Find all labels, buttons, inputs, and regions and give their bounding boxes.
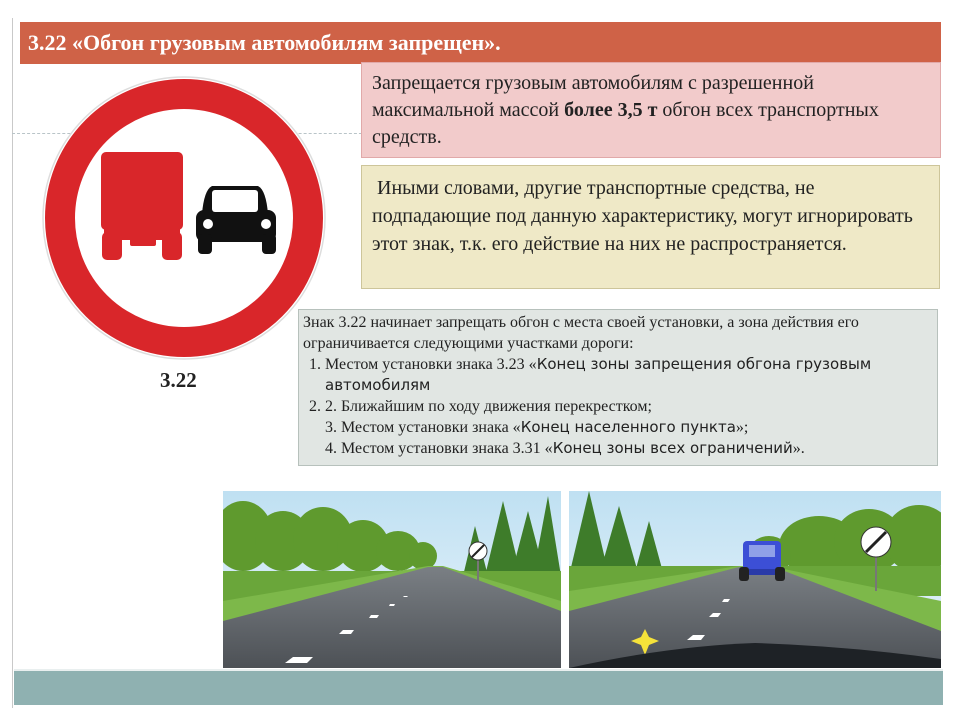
zone-item-4: 4. Местом установки знака 3.31 «Конец зоны всех ограничений».: [325, 439, 805, 457]
explanation-text: Иными словами, другие транспортные средства, не подпадающие под данную характеристику, могут игнорировать этот знак, т.к. его действие на них не распространяется.: [372, 177, 918, 255]
sign-name-3-31: Конец зоны всех ограничений: [552, 439, 793, 457]
road-photo-right: [569, 491, 941, 668]
zone-list: [303, 354, 933, 417]
footer-bar: [14, 671, 943, 705]
zone-intro: Знак 3.22 начинает запрещать обгон с места своей установки, а зона действия его ограничивается следующими участками дороги:: [303, 314, 859, 352]
zone-item-1: 1. Местом установки знака 3.23 «Конец зоны запрещения обгона грузовым автомобилям: [325, 354, 933, 396]
rule-text-bold: более 3,5 т: [564, 99, 658, 121]
slide-frame-line: [12, 18, 13, 708]
zone-box: [298, 309, 938, 466]
road-photo-left: [223, 491, 561, 668]
truck-in-photo: [739, 541, 785, 581]
rule-text: Запрещается грузовым автомобилям с разрешенной максимальной массой: [372, 72, 814, 121]
rule-text-end: обгон всех транспортных средств.: [372, 99, 879, 148]
sign-no-overtaking-trucks: [40, 74, 328, 362]
rule-box: [361, 62, 941, 158]
slide-title: 3.22 «Обгон грузовым автомобилям запрещен».: [20, 22, 941, 64]
explanation-box: [361, 165, 940, 289]
truck-icon: [101, 152, 183, 260]
sign-caption: 3.22: [160, 368, 197, 392]
sign-name-settlement-end: Конец населенного пункта: [520, 418, 736, 436]
zone-item-3: 3. Местом установки знака «Конец населенного пункта»;: [325, 418, 749, 436]
sign-name-3-23: Конец зоны запрещения обгона грузовым автомобилям: [325, 355, 872, 394]
zone-item-2: 2. 2. Ближайшим по ходу движения перекрестком;: [325, 396, 933, 417]
